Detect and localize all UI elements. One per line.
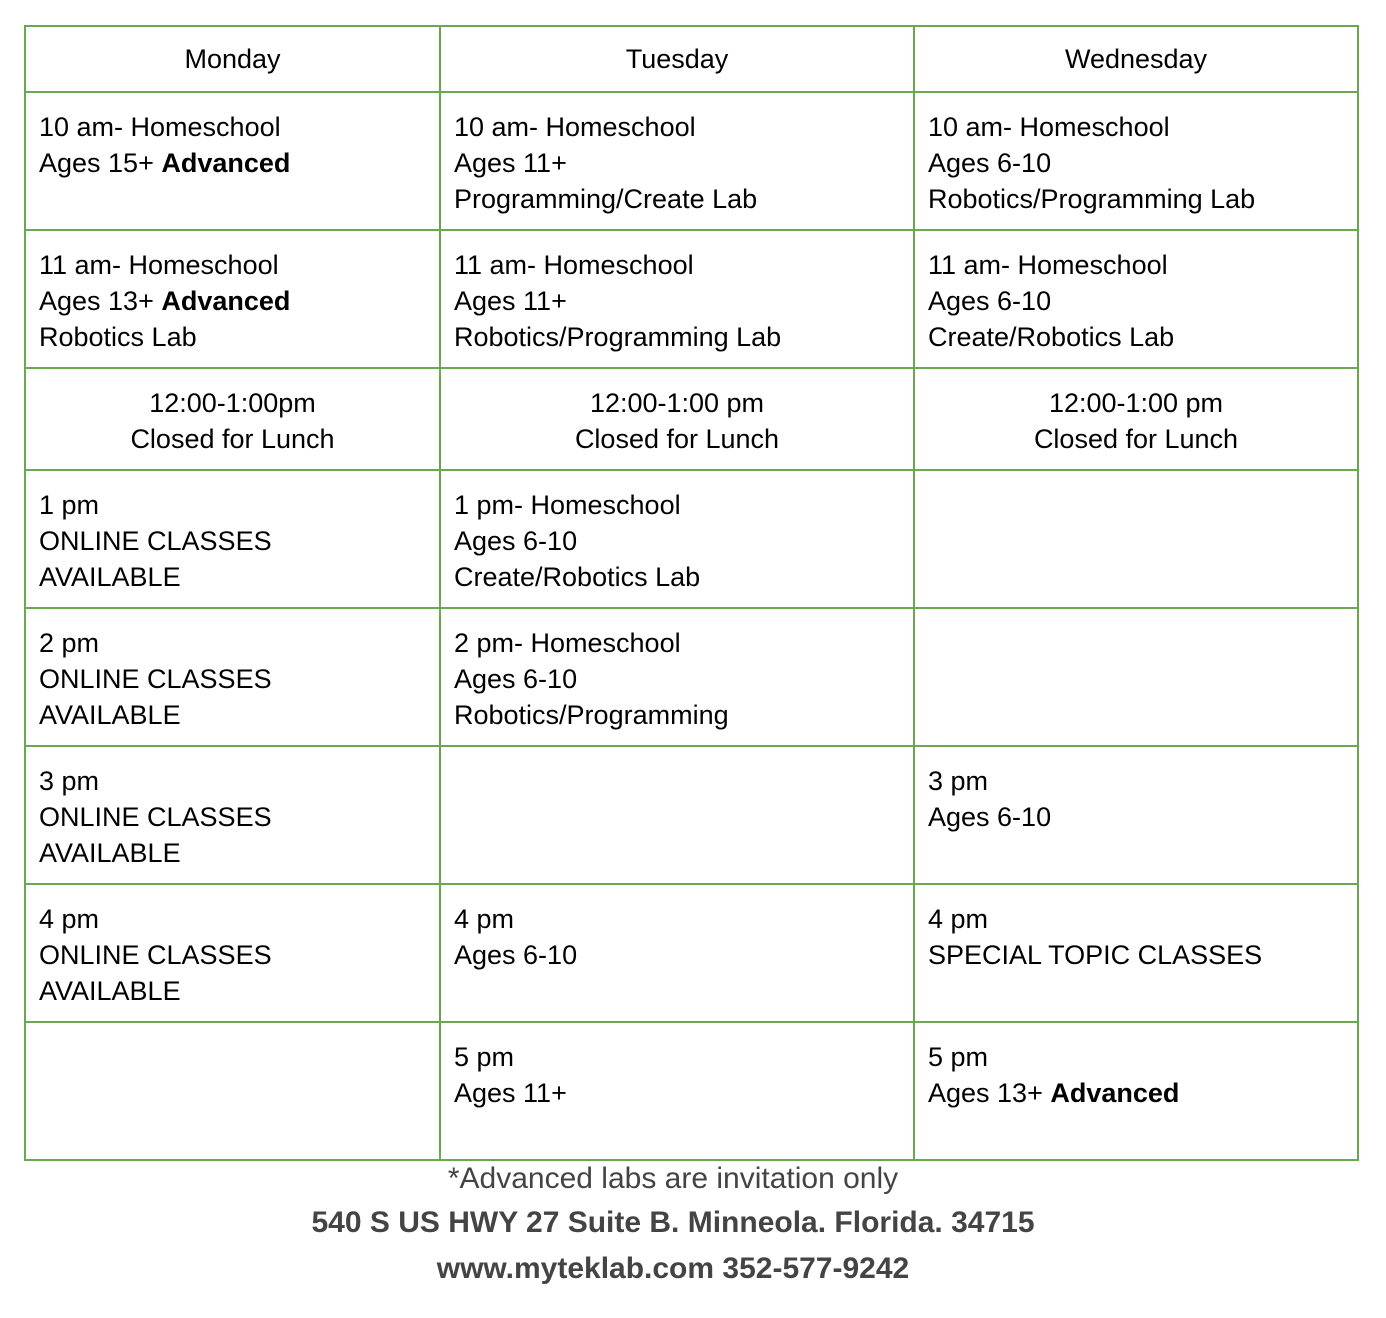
- cell-line: [39, 901, 426, 937]
- cell-line-text: Robotics/Programming Lab: [928, 184, 1256, 214]
- cell-line: [928, 937, 1344, 973]
- schedule-cell-wednesday: [914, 92, 1358, 230]
- cell-line: [39, 799, 426, 835]
- cell-line: [39, 145, 426, 181]
- schedule-cell-monday: [25, 608, 440, 746]
- cell-line-text: Ages 6-10: [454, 664, 578, 694]
- cell-line: [454, 145, 900, 181]
- cell-line: [454, 1039, 900, 1075]
- cell-line: [39, 487, 426, 523]
- schedule-cell-monday: [25, 1022, 440, 1160]
- cell-line: [454, 283, 900, 319]
- cell-line-text: 11 am- Homeschool: [454, 250, 694, 280]
- schedule-cell-monday: [25, 368, 440, 470]
- cell-line: [39, 385, 426, 421]
- cell-line-text: Robotics/Programming: [454, 700, 729, 730]
- cell-line: [454, 625, 900, 661]
- cell-line-text: Robotics Lab: [39, 322, 197, 352]
- cell-line-text: SPECIAL TOPIC CLASSES: [928, 940, 1263, 970]
- cell-line-text: 11 am- Homeschool: [39, 250, 279, 280]
- cell-line-text: Ages 6-10: [928, 286, 1052, 316]
- schedule-table: [24, 25, 1359, 1161]
- cell-line-text: AVAILABLE: [39, 562, 181, 592]
- schedule-row: [25, 746, 1358, 884]
- cell-line-text: 5 pm: [928, 1042, 989, 1072]
- cell-line: [928, 145, 1344, 181]
- schedule-cell-wednesday: [914, 884, 1358, 1022]
- cell-line-text: 1 pm: [39, 490, 100, 520]
- cell-line-text: Ages 6-10: [928, 802, 1052, 832]
- cell-line-text: Programming/Create Lab: [454, 184, 758, 214]
- cell-line: [928, 109, 1344, 145]
- cell-line-text: 4 pm: [928, 904, 989, 934]
- cell-line: [39, 109, 426, 145]
- cell-line-text: Robotics/Programming Lab: [454, 322, 782, 352]
- cell-line-text: 4 pm: [454, 904, 515, 934]
- header-row: [25, 26, 1358, 92]
- header-monday: Monday: [25, 26, 440, 92]
- advanced-label: Advanced: [161, 286, 291, 316]
- schedule-cell-tuesday: [440, 884, 914, 1022]
- cell-line-text: Closed for Lunch: [574, 424, 780, 454]
- cell-line: [39, 625, 426, 661]
- schedule-cell-tuesday: [440, 470, 914, 608]
- cell-line-text: Ages 11+: [454, 148, 567, 178]
- cell-line: [928, 763, 1344, 799]
- cell-line-text: 2 pm- Homeschool: [454, 628, 681, 658]
- contact-info: www.myteklab.com 352-577-9242: [436, 1252, 910, 1285]
- header-wednesday: Wednesday: [914, 26, 1358, 92]
- cell-line: [39, 973, 426, 1009]
- schedule-row: [25, 230, 1358, 368]
- schedule-cell-tuesday: [440, 608, 914, 746]
- header-tuesday: Tuesday: [440, 26, 914, 92]
- schedule-row: [25, 884, 1358, 1022]
- schedule-cell-monday: [25, 470, 440, 608]
- schedule-cell-wednesday: [914, 608, 1358, 746]
- cell-line-text: Ages 11+: [454, 286, 567, 316]
- cell-line: [39, 283, 426, 319]
- cell-line: [39, 421, 426, 457]
- schedule-cell-monday: [25, 92, 440, 230]
- cell-line: [454, 319, 900, 355]
- cell-line: [454, 697, 900, 733]
- cell-line: [454, 937, 900, 973]
- cell-line-text: Closed for Lunch: [1033, 424, 1239, 454]
- cell-line-text: 11 am- Homeschool: [928, 250, 1168, 280]
- cell-line: [454, 523, 900, 559]
- cell-line: [39, 247, 426, 283]
- cell-line: [454, 901, 900, 937]
- cell-line: [928, 1075, 1344, 1111]
- cell-line: [39, 697, 426, 733]
- cell-line-text: AVAILABLE: [39, 838, 181, 868]
- cell-line: [928, 385, 1344, 421]
- schedule-row: [25, 92, 1358, 230]
- schedule-cell-wednesday: [914, 230, 1358, 368]
- cell-line-text: 10 am- Homeschool: [39, 112, 281, 142]
- cell-line-text: 2 pm: [39, 628, 100, 658]
- cell-line-text: Ages 6-10: [454, 526, 578, 556]
- cell-line-text: Ages 11+: [454, 1078, 567, 1108]
- cell-line-text: Ages 13+: [39, 286, 162, 316]
- cell-line: [454, 385, 900, 421]
- cell-line-text: ONLINE CLASSES: [39, 940, 272, 970]
- cell-line: [928, 181, 1344, 217]
- cell-line: [928, 247, 1344, 283]
- cell-line-text: Create/Robotics Lab: [928, 322, 1175, 352]
- cell-line: [928, 1039, 1344, 1075]
- cell-line: [454, 661, 900, 697]
- cell-line: [454, 247, 900, 283]
- schedule-row: [25, 368, 1358, 470]
- cell-line-text: 12:00-1:00 pm: [1048, 388, 1224, 418]
- advanced-note: *Advanced labs are invitation only: [447, 1162, 899, 1195]
- cell-line: [454, 559, 900, 595]
- cell-line: [454, 109, 900, 145]
- schedule-cell-tuesday: [440, 746, 914, 884]
- cell-line-text: 5 pm: [454, 1042, 515, 1072]
- schedule-cell-wednesday: [914, 1022, 1358, 1160]
- cell-line: [928, 319, 1344, 355]
- schedule-cell-wednesday: [914, 368, 1358, 470]
- cell-line: [928, 283, 1344, 319]
- cell-line-text: Closed for Lunch: [130, 424, 335, 454]
- cell-line-text: AVAILABLE: [39, 976, 181, 1006]
- schedule-cell-monday: [25, 230, 440, 368]
- schedule-cell-monday: [25, 746, 440, 884]
- cell-line: [39, 937, 426, 973]
- schedule-cell-tuesday: [440, 368, 914, 470]
- cell-line: [454, 181, 900, 217]
- cell-line-text: 3 pm: [39, 766, 100, 796]
- cell-line-text: Ages 13+: [928, 1078, 1051, 1108]
- cell-line: [454, 421, 900, 457]
- cell-line: [928, 799, 1344, 835]
- cell-line-text: 12:00-1:00 pm: [589, 388, 765, 418]
- cell-line: [39, 763, 426, 799]
- cell-line-text: 4 pm: [39, 904, 100, 934]
- cell-line-text: 1 pm- Homeschool: [454, 490, 681, 520]
- advanced-label: Advanced: [1050, 1078, 1180, 1108]
- cell-line: [454, 487, 900, 523]
- cell-line-text: ONLINE CLASSES: [39, 802, 272, 832]
- cell-line: [454, 1075, 900, 1111]
- schedule-row: [25, 470, 1358, 608]
- cell-line-text: Create/Robotics Lab: [454, 562, 701, 592]
- schedule-row: [25, 1022, 1358, 1160]
- cell-line: [39, 835, 426, 871]
- cell-line: [928, 901, 1344, 937]
- cell-line: [39, 523, 426, 559]
- cell-line-text: AVAILABLE: [39, 700, 181, 730]
- cell-line-text: 10 am- Homeschool: [454, 112, 696, 142]
- schedule-cell-wednesday: [914, 746, 1358, 884]
- schedule-row: [25, 608, 1358, 746]
- schedule-cell-tuesday: [440, 92, 914, 230]
- cell-line: [928, 421, 1344, 457]
- schedule-cell-tuesday: [440, 230, 914, 368]
- cell-line-text: Ages 15+: [39, 148, 162, 178]
- schedule-cell-monday: [25, 884, 440, 1022]
- schedule-cell-tuesday: [440, 1022, 914, 1160]
- cell-line-text: Ages 6-10: [454, 940, 578, 970]
- schedule-cell-wednesday: [914, 470, 1358, 608]
- cell-line-text: ONLINE CLASSES: [39, 664, 272, 694]
- cell-line-text: 3 pm: [928, 766, 989, 796]
- advanced-label: Advanced: [161, 148, 291, 178]
- cell-line: [39, 319, 426, 355]
- cell-line-text: Ages 6-10: [928, 148, 1052, 178]
- schedule-body: [25, 92, 1358, 1160]
- cell-line: [39, 661, 426, 697]
- cell-line-text: 10 am- Homeschool: [928, 112, 1170, 142]
- cell-line: [39, 559, 426, 595]
- cell-line-text: ONLINE CLASSES: [39, 526, 272, 556]
- cell-line-text: 12:00-1:00pm: [149, 388, 316, 418]
- address: 540 S US HWY 27 Suite B. Minneola. Florida. 34715: [311, 1206, 1035, 1239]
